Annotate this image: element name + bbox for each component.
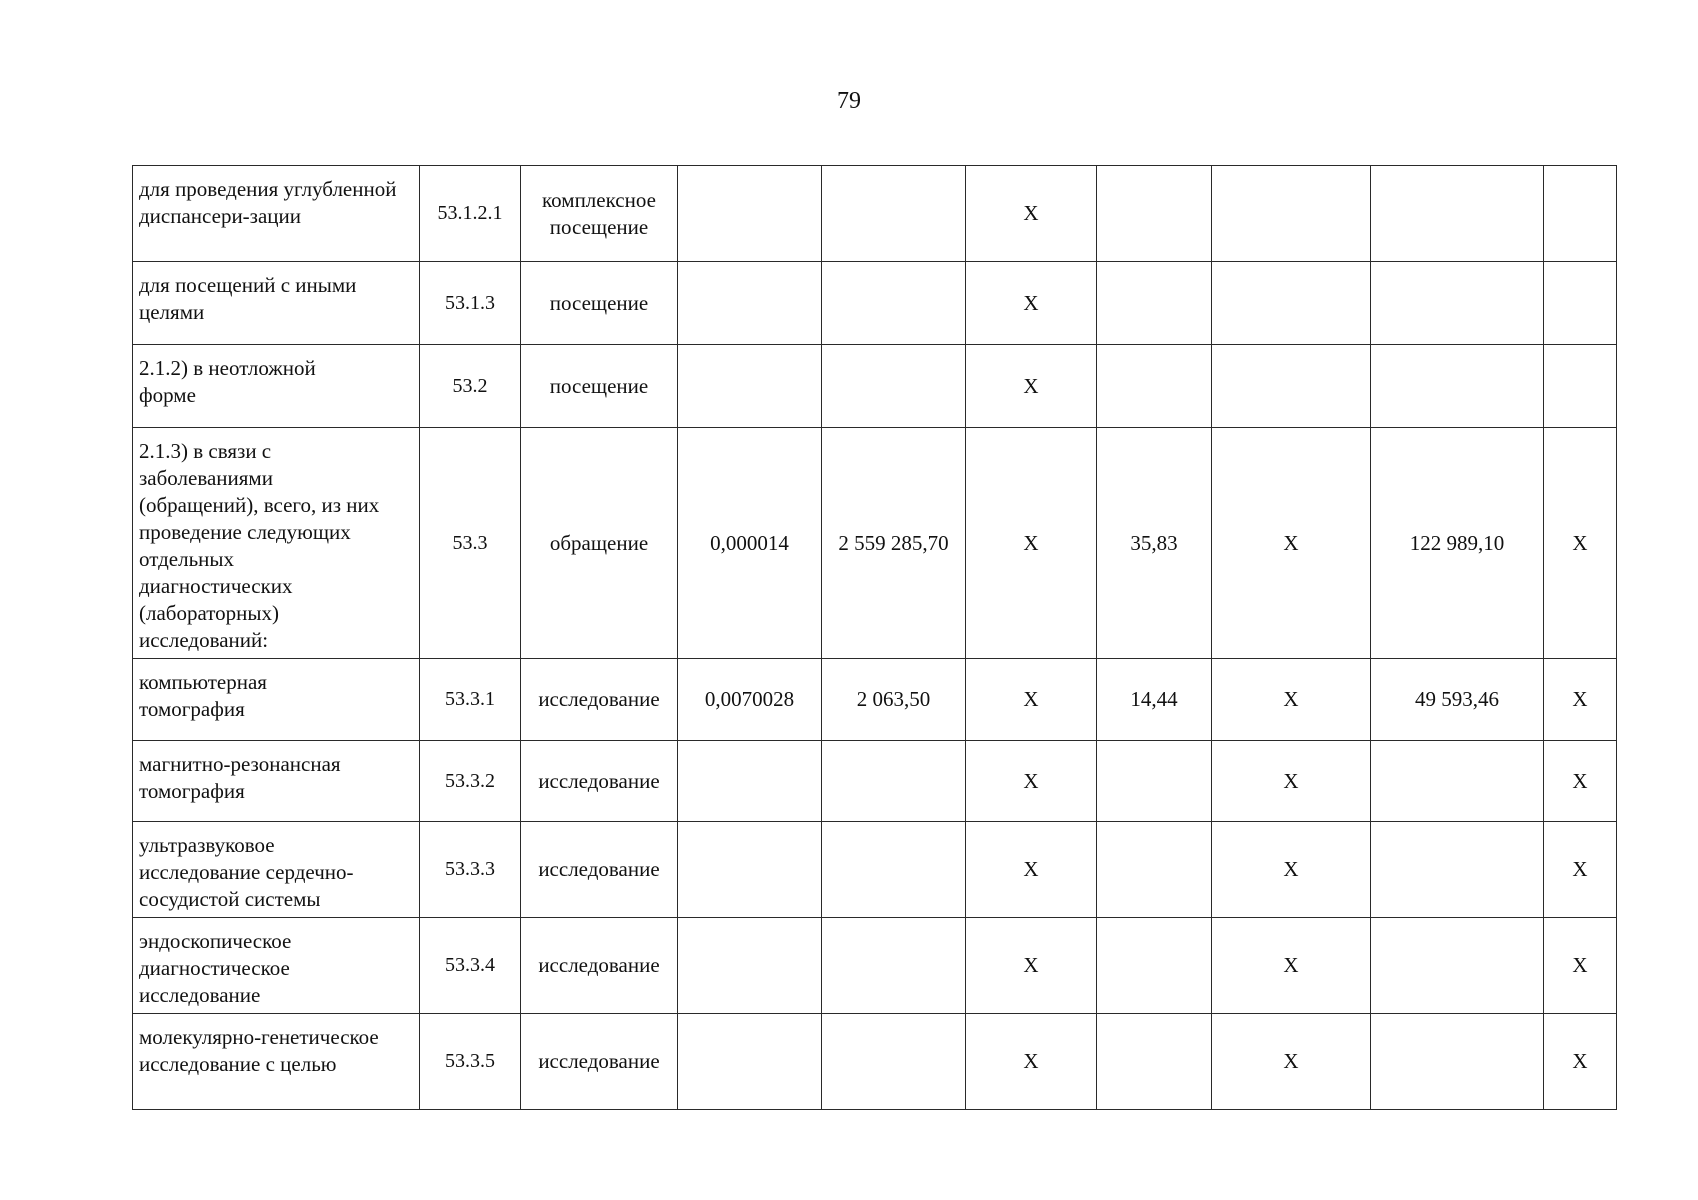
row-unit-cell: исследование [521,822,678,918]
row-cell-col9: 49 593,46 [1371,659,1544,741]
row-cell-col10 [1544,166,1617,262]
row-unit-cell: исследование [521,659,678,741]
row-cell-col5 [822,262,966,345]
row-cell-col7 [1097,741,1212,822]
row-cell-col6: X [966,1014,1097,1110]
row-name-cell: для посещений с иными целями [133,262,420,345]
row-unit-cell: посещение [521,345,678,428]
row-name-cell: эндоскопическое диагностическое исследование [133,918,420,1014]
table-row [133,741,1617,822]
table-row [133,659,1617,741]
row-cell-col8: X [1212,659,1371,741]
row-cell-col8: X [1212,428,1371,659]
table-row [133,428,1617,659]
row-name-cell: магнитно-резонансная томография [133,741,420,822]
table-row [133,345,1617,428]
row-code-cell: 53.3 [420,428,521,659]
row-unit-cell: обращение [521,428,678,659]
row-cell-col8: X [1212,822,1371,918]
row-cell-col7: 14,44 [1097,659,1212,741]
row-cell-col10: X [1544,659,1617,741]
row-cell-col8 [1212,345,1371,428]
row-cell-col7 [1097,918,1212,1014]
row-cell-col6: X [966,659,1097,741]
row-cell-col8 [1212,166,1371,262]
row-cell-col7 [1097,262,1212,345]
row-unit-cell: исследование [521,918,678,1014]
table-row [133,918,1617,1014]
row-cell-col4 [678,822,822,918]
row-cell-col7 [1097,822,1212,918]
row-unit-cell: исследование [521,1014,678,1110]
row-cell-col4: 0,000014 [678,428,822,659]
row-cell-col5 [822,741,966,822]
row-cell-col8 [1212,262,1371,345]
row-code-cell: 53.3.2 [420,741,521,822]
row-cell-col5: 2 063,50 [822,659,966,741]
row-cell-col4 [678,345,822,428]
row-name-cell: для проведения углубленной диспансери-зации [133,166,420,262]
row-cell-col5 [822,822,966,918]
row-cell-col9 [1371,822,1544,918]
row-code-cell: 53.3.5 [420,1014,521,1110]
row-cell-col9 [1371,166,1544,262]
row-cell-col10: X [1544,1014,1617,1110]
table-row [133,1014,1617,1110]
row-cell-col4 [678,166,822,262]
row-cell-col6: X [966,822,1097,918]
row-cell-col4 [678,741,822,822]
row-cell-col9: 122 989,10 [1371,428,1544,659]
table-row [133,166,1617,262]
row-cell-col10: X [1544,741,1617,822]
row-cell-col6: X [966,262,1097,345]
row-code-cell: 53.3.3 [420,822,521,918]
row-cell-col9 [1371,1014,1544,1110]
row-cell-col5 [822,166,966,262]
row-cell-col9 [1371,345,1544,428]
row-cell-col4 [678,1014,822,1110]
row-cell-col5 [822,345,966,428]
table-row [133,262,1617,345]
row-cell-col10 [1544,262,1617,345]
row-name-cell: ультразвуковое исследование сердечно-сосудистой системы [133,822,420,918]
table-row [133,822,1617,918]
row-name-cell: 2.1.2) в неотложной форме [133,345,420,428]
row-cell-col8: X [1212,741,1371,822]
row-cell-col5 [822,1014,966,1110]
row-cell-col6: X [966,918,1097,1014]
row-cell-col9 [1371,741,1544,822]
row-unit-cell: посещение [521,262,678,345]
row-cell-col7: 35,83 [1097,428,1212,659]
row-cell-col5 [822,918,966,1014]
row-cell-col6: X [966,166,1097,262]
row-cell-col10: X [1544,822,1617,918]
row-code-cell: 53.1.3 [420,262,521,345]
row-cell-col9 [1371,918,1544,1014]
row-name-cell: 2.1.3) в связи с заболеваниями (обращений), всего, из них проведение следующих отдельных диагностических (лабораторных) исследований: [133,428,420,659]
row-cell-col6: X [966,428,1097,659]
page-number: 79 [837,88,861,114]
row-cell-col9 [1371,262,1544,345]
row-code-cell: 53.1.2.1 [420,166,521,262]
row-code-cell: 53.3.4 [420,918,521,1014]
row-cell-col4 [678,262,822,345]
row-name-cell: компьютерная томография [133,659,420,741]
data-table [132,165,1617,1110]
row-unit-cell: исследование [521,741,678,822]
row-cell-col5: 2 559 285,70 [822,428,966,659]
row-cell-col4: 0,0070028 [678,659,822,741]
row-name-cell: молекулярно-генетическое исследование с целью [133,1014,420,1110]
row-code-cell: 53.2 [420,345,521,428]
row-cell-col7 [1097,1014,1212,1110]
row-cell-col4 [678,918,822,1014]
row-cell-col7 [1097,166,1212,262]
row-code-cell: 53.3.1 [420,659,521,741]
row-cell-col6: X [966,741,1097,822]
row-cell-col10: X [1544,428,1617,659]
row-cell-col8: X [1212,1014,1371,1110]
row-cell-col10: X [1544,918,1617,1014]
row-cell-col7 [1097,345,1212,428]
row-unit-cell: комплексное посещение [521,166,678,262]
row-cell-col6: X [966,345,1097,428]
row-cell-col8: X [1212,918,1371,1014]
row-cell-col10 [1544,345,1617,428]
